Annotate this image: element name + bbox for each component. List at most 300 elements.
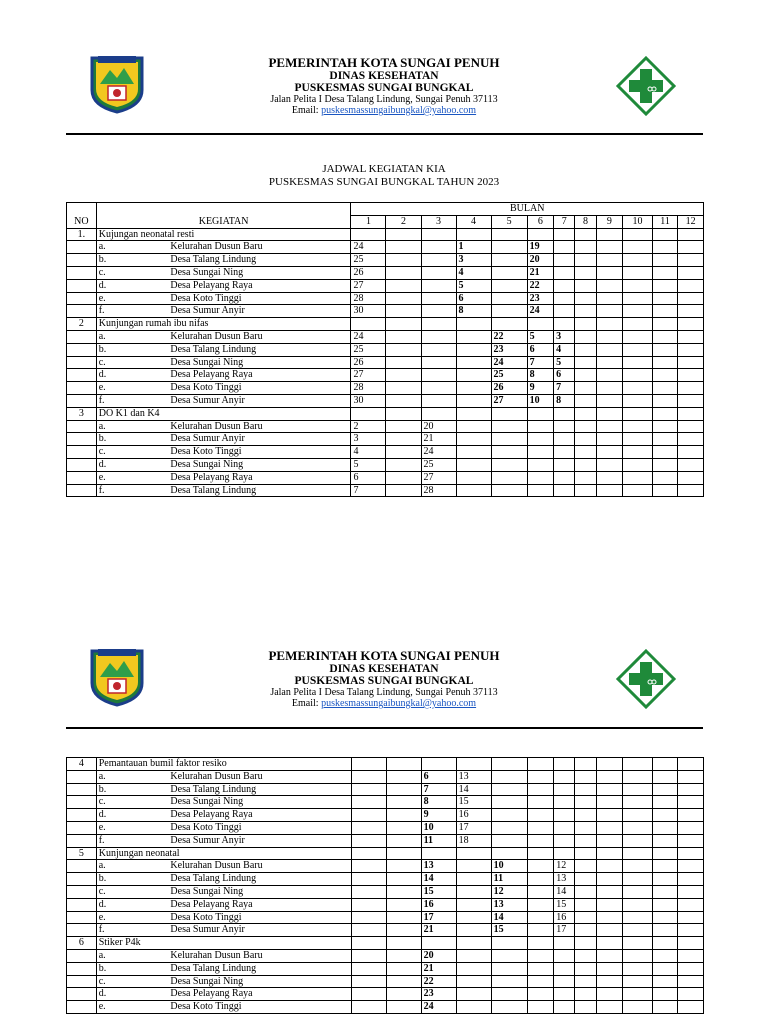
month-cell bbox=[623, 343, 653, 356]
month-cell bbox=[652, 834, 677, 847]
month-cell bbox=[575, 471, 596, 484]
month-cell bbox=[575, 484, 596, 497]
section-row bbox=[67, 937, 704, 950]
month-cell: 7 bbox=[421, 783, 456, 796]
month-cell bbox=[596, 898, 623, 911]
number-cell bbox=[67, 873, 97, 886]
month-cell bbox=[386, 292, 421, 305]
month-cell: 9 bbox=[527, 382, 554, 395]
table-row bbox=[67, 962, 704, 975]
month-cell: 17 bbox=[421, 911, 456, 924]
month-cell bbox=[652, 821, 677, 834]
month-cell bbox=[652, 279, 677, 292]
village-name: Desa Sumur Anyir bbox=[168, 834, 351, 847]
item-letter: b. bbox=[96, 343, 168, 356]
month-cell bbox=[554, 420, 575, 433]
month-cell bbox=[554, 988, 575, 1001]
month-cell bbox=[491, 770, 527, 783]
month-cell bbox=[554, 228, 575, 241]
number-cell bbox=[67, 446, 97, 459]
month-cell bbox=[421, 407, 456, 420]
month-cell bbox=[527, 228, 554, 241]
month-cell bbox=[596, 885, 623, 898]
month-header: 1 bbox=[351, 215, 386, 228]
month-cell bbox=[652, 318, 677, 331]
month-cell: 24 bbox=[491, 356, 527, 369]
letterhead-rule bbox=[66, 133, 703, 135]
month-cell bbox=[596, 758, 623, 771]
month-cell bbox=[575, 770, 596, 783]
month-cell bbox=[527, 949, 554, 962]
month-cell bbox=[623, 885, 653, 898]
month-cell bbox=[575, 254, 596, 267]
month-header: 4 bbox=[456, 215, 491, 228]
village-name: Kelurahan Dusun Baru bbox=[168, 770, 351, 783]
month-cell bbox=[527, 898, 554, 911]
month-cell bbox=[652, 433, 677, 446]
month-cell bbox=[596, 873, 623, 886]
month-cell bbox=[351, 1001, 386, 1014]
month-cell bbox=[678, 924, 704, 937]
number-cell bbox=[67, 911, 97, 924]
month-cell bbox=[351, 809, 386, 822]
village-name: Desa Pelayang Raya bbox=[168, 988, 351, 1001]
number-cell bbox=[67, 458, 97, 471]
month-cell bbox=[652, 458, 677, 471]
month-cell bbox=[527, 911, 554, 924]
number-cell bbox=[67, 343, 97, 356]
month-cell bbox=[491, 446, 527, 459]
section-label: Pemantauan bumil faktor resiko bbox=[96, 758, 351, 771]
month-cell bbox=[678, 369, 704, 382]
month-cell bbox=[386, 228, 421, 241]
month-cell bbox=[596, 266, 623, 279]
month-cell bbox=[623, 783, 653, 796]
village-name: Desa Sungai Ning bbox=[168, 796, 351, 809]
month-cell: 22 bbox=[491, 330, 527, 343]
village-name: Desa Sungai Ning bbox=[168, 885, 351, 898]
month-cell: 21 bbox=[421, 924, 456, 937]
month-cell bbox=[623, 471, 653, 484]
month-cell bbox=[678, 292, 704, 305]
month-cell: 15 bbox=[491, 924, 527, 937]
month-cell bbox=[596, 407, 623, 420]
month-cell bbox=[386, 860, 421, 873]
month-cell: 4 bbox=[456, 266, 491, 279]
month-cell bbox=[386, 433, 421, 446]
month-cell bbox=[652, 228, 677, 241]
month-cell bbox=[678, 394, 704, 407]
health-cross-logo bbox=[616, 649, 676, 709]
month-cell bbox=[456, 937, 491, 950]
header-row bbox=[67, 203, 704, 216]
month-cell bbox=[554, 433, 575, 446]
month-cell bbox=[678, 758, 704, 771]
month-cell bbox=[623, 770, 653, 783]
item-letter: f. bbox=[96, 834, 168, 847]
month-cell bbox=[351, 847, 386, 860]
month-cell bbox=[678, 796, 704, 809]
month-cell bbox=[623, 458, 653, 471]
month-cell bbox=[456, 758, 491, 771]
month-cell: 30 bbox=[351, 394, 386, 407]
month-cell bbox=[575, 1001, 596, 1014]
month-cell bbox=[527, 471, 554, 484]
month-cell bbox=[678, 330, 704, 343]
month-cell: 10 bbox=[527, 394, 554, 407]
month-cell bbox=[652, 770, 677, 783]
village-name: Desa Koto Tinggi bbox=[168, 1001, 351, 1014]
table-row bbox=[67, 356, 704, 369]
month-cell: 24 bbox=[351, 241, 386, 254]
month-cell bbox=[491, 241, 527, 254]
month-cell bbox=[575, 783, 596, 796]
month-cell bbox=[678, 770, 704, 783]
month-cell bbox=[652, 484, 677, 497]
number-cell bbox=[67, 1001, 97, 1014]
month-cell: 26 bbox=[491, 382, 527, 395]
month-cell bbox=[575, 834, 596, 847]
month-cell: 3 bbox=[456, 254, 491, 267]
month-cell bbox=[386, 343, 421, 356]
email-link[interactable]: puskesmassungaibungkal@yahoo.com bbox=[321, 698, 477, 709]
month-cell bbox=[527, 484, 554, 497]
month-cell bbox=[491, 266, 527, 279]
month-cell bbox=[491, 305, 527, 318]
month-cell bbox=[527, 446, 554, 459]
month-cell bbox=[575, 937, 596, 950]
number-cell bbox=[67, 949, 97, 962]
section-label: Stiker P4k bbox=[96, 937, 351, 950]
month-cell bbox=[623, 420, 653, 433]
month-cell bbox=[575, 860, 596, 873]
item-letter: f. bbox=[96, 394, 168, 407]
item-letter: d. bbox=[96, 988, 168, 1001]
month-header: 7 bbox=[554, 215, 575, 228]
month-cell: 6 bbox=[456, 292, 491, 305]
table-row bbox=[67, 292, 704, 305]
month-cell bbox=[623, 1001, 653, 1014]
month-cell bbox=[596, 471, 623, 484]
village-name: Desa Sumur Anyir bbox=[168, 924, 351, 937]
month-cell bbox=[386, 975, 421, 988]
month-cell bbox=[596, 330, 623, 343]
number-cell bbox=[67, 420, 97, 433]
table-row bbox=[67, 305, 704, 318]
month-cell bbox=[623, 266, 653, 279]
month-cell bbox=[596, 254, 623, 267]
number-cell bbox=[67, 241, 97, 254]
month-cell: 27 bbox=[351, 369, 386, 382]
month-cell bbox=[386, 898, 421, 911]
month-cell bbox=[652, 758, 677, 771]
month-cell bbox=[623, 937, 653, 950]
table-row bbox=[67, 924, 704, 937]
month-cell bbox=[575, 885, 596, 898]
month-cell bbox=[351, 821, 386, 834]
table-row bbox=[67, 911, 704, 924]
month-cell: 13 bbox=[554, 873, 575, 886]
month-cell bbox=[554, 834, 575, 847]
month-cell bbox=[386, 924, 421, 937]
month-cell bbox=[554, 279, 575, 292]
month-cell bbox=[527, 318, 554, 331]
month-cell bbox=[623, 834, 653, 847]
month-cell bbox=[596, 975, 623, 988]
month-cell bbox=[351, 758, 386, 771]
month-cell bbox=[386, 471, 421, 484]
month-cell bbox=[421, 847, 456, 860]
month-cell bbox=[386, 266, 421, 279]
month-cell bbox=[623, 873, 653, 886]
month-cell bbox=[421, 382, 456, 395]
month-cell: 5 bbox=[456, 279, 491, 292]
month-cell: 14 bbox=[554, 885, 575, 898]
month-cell bbox=[527, 433, 554, 446]
month-cell: 6 bbox=[351, 471, 386, 484]
month-cell bbox=[652, 343, 677, 356]
table-row bbox=[67, 433, 704, 446]
number-cell bbox=[67, 975, 97, 988]
month-cell bbox=[575, 847, 596, 860]
month-cell bbox=[386, 770, 421, 783]
village-name: Kelurahan Dusun Baru bbox=[168, 420, 351, 433]
month-header: 2 bbox=[386, 215, 421, 228]
table-row bbox=[67, 885, 704, 898]
month-cell bbox=[491, 279, 527, 292]
month-cell bbox=[456, 1001, 491, 1014]
month-cell bbox=[554, 783, 575, 796]
month-cell bbox=[491, 228, 527, 241]
month-cell bbox=[421, 279, 456, 292]
item-letter: b. bbox=[96, 433, 168, 446]
month-cell bbox=[491, 949, 527, 962]
village-name: Desa Sumur Anyir bbox=[168, 305, 351, 318]
table-row bbox=[67, 834, 704, 847]
section-label: Kunjungan rumah ibu nifas bbox=[96, 318, 351, 331]
month-cell bbox=[386, 305, 421, 318]
month-cell bbox=[678, 847, 704, 860]
village-name: Desa Koto Tinggi bbox=[168, 292, 351, 305]
month-cell bbox=[554, 305, 575, 318]
month-cell bbox=[596, 937, 623, 950]
item-letter: d. bbox=[96, 369, 168, 382]
month-cell bbox=[596, 949, 623, 962]
table-row bbox=[67, 394, 704, 407]
village-name: Desa Talang Lindung bbox=[168, 783, 351, 796]
month-cell bbox=[623, 356, 653, 369]
month-cell bbox=[678, 911, 704, 924]
number-cell bbox=[67, 279, 97, 292]
item-letter: f. bbox=[96, 305, 168, 318]
month-cell: 6 bbox=[554, 369, 575, 382]
month-cell bbox=[386, 420, 421, 433]
month-cell bbox=[575, 279, 596, 292]
month-cell bbox=[554, 758, 575, 771]
village-name: Desa Talang Lindung bbox=[168, 343, 351, 356]
month-cell bbox=[491, 318, 527, 331]
section-number: 3 bbox=[67, 407, 97, 420]
section-label: Kujungan neonatal resti bbox=[96, 228, 351, 241]
title-line1: JADWAL KEGIATAN KIA bbox=[322, 163, 446, 175]
table-row bbox=[67, 241, 704, 254]
month-cell bbox=[678, 860, 704, 873]
month-cell bbox=[456, 356, 491, 369]
month-cell bbox=[652, 369, 677, 382]
schedule-table-page2 bbox=[66, 757, 704, 1014]
month-cell bbox=[652, 330, 677, 343]
month-cell bbox=[554, 407, 575, 420]
month-cell: 15 bbox=[554, 898, 575, 911]
month-cell: 16 bbox=[456, 809, 491, 822]
month-cell bbox=[456, 394, 491, 407]
email-link[interactable]: puskesmassungaibungkal@yahoo.com bbox=[321, 105, 477, 116]
month-cell bbox=[596, 484, 623, 497]
col-kegiatan-header: KEGIATAN bbox=[96, 203, 351, 229]
month-cell bbox=[623, 228, 653, 241]
month-cell: 7 bbox=[351, 484, 386, 497]
section-row bbox=[67, 228, 704, 241]
item-letter: e. bbox=[96, 471, 168, 484]
month-cell: 8 bbox=[421, 796, 456, 809]
month-cell bbox=[554, 796, 575, 809]
month-cell bbox=[386, 241, 421, 254]
month-cell bbox=[386, 369, 421, 382]
schedule-table-page1 bbox=[66, 202, 704, 497]
month-cell bbox=[491, 1001, 527, 1014]
month-cell: 28 bbox=[421, 484, 456, 497]
month-cell bbox=[575, 873, 596, 886]
item-letter: b. bbox=[96, 254, 168, 267]
month-cell bbox=[456, 318, 491, 331]
section-row bbox=[67, 847, 704, 860]
month-cell: 3 bbox=[554, 330, 575, 343]
month-cell bbox=[386, 484, 421, 497]
month-cell: 13 bbox=[421, 860, 456, 873]
month-cell bbox=[652, 356, 677, 369]
number-cell bbox=[67, 292, 97, 305]
item-letter: f. bbox=[96, 924, 168, 937]
month-cell: 14 bbox=[456, 783, 491, 796]
month-cell bbox=[527, 988, 554, 1001]
month-cell bbox=[351, 407, 386, 420]
month-cell bbox=[456, 860, 491, 873]
month-cell: 12 bbox=[491, 885, 527, 898]
month-cell bbox=[575, 305, 596, 318]
month-cell bbox=[596, 783, 623, 796]
table-row bbox=[67, 988, 704, 1001]
number-cell bbox=[67, 254, 97, 267]
month-cell bbox=[575, 330, 596, 343]
month-cell bbox=[575, 228, 596, 241]
month-cell bbox=[554, 1001, 575, 1014]
table-row bbox=[67, 420, 704, 433]
number-cell bbox=[67, 471, 97, 484]
month-cell bbox=[386, 847, 421, 860]
email-label: Email: bbox=[291, 105, 319, 116]
month-cell bbox=[554, 962, 575, 975]
item-letter: a. bbox=[96, 860, 168, 873]
section-number: 1. bbox=[67, 228, 97, 241]
month-cell bbox=[652, 292, 677, 305]
month-cell: 27 bbox=[491, 394, 527, 407]
table-row bbox=[67, 873, 704, 886]
month-cell bbox=[678, 937, 704, 950]
clinic-name: PUSKESMAS SUNGAI BUNGKAL bbox=[294, 675, 474, 687]
village-name: Desa Talang Lindung bbox=[168, 962, 351, 975]
number-cell bbox=[67, 394, 97, 407]
month-cell bbox=[456, 484, 491, 497]
month-cell: 14 bbox=[421, 873, 456, 886]
number-cell bbox=[67, 860, 97, 873]
month-cell bbox=[386, 446, 421, 459]
month-cell bbox=[527, 847, 554, 860]
month-cell bbox=[678, 1001, 704, 1014]
month-cell bbox=[386, 962, 421, 975]
month-cell bbox=[623, 949, 653, 962]
month-cell bbox=[456, 898, 491, 911]
month-cell bbox=[491, 975, 527, 988]
month-cell bbox=[652, 898, 677, 911]
month-cell bbox=[596, 318, 623, 331]
month-cell bbox=[351, 873, 386, 886]
month-cell bbox=[652, 446, 677, 459]
village-name: Desa Sungai Ning bbox=[168, 266, 351, 279]
month-cell bbox=[351, 885, 386, 898]
month-cell bbox=[421, 758, 456, 771]
item-letter: c. bbox=[96, 796, 168, 809]
month-cell: 14 bbox=[491, 911, 527, 924]
month-cell bbox=[554, 821, 575, 834]
month-cell bbox=[596, 279, 623, 292]
month-cell bbox=[456, 382, 491, 395]
month-cell bbox=[456, 369, 491, 382]
month-cell bbox=[623, 975, 653, 988]
month-cell bbox=[596, 305, 623, 318]
table-row bbox=[67, 796, 704, 809]
month-cell bbox=[575, 458, 596, 471]
month-cell bbox=[386, 949, 421, 962]
item-letter: c. bbox=[96, 266, 168, 279]
table-row bbox=[67, 898, 704, 911]
month-cell bbox=[554, 937, 575, 950]
table-row bbox=[67, 949, 704, 962]
village-name: Desa Pelayang Raya bbox=[168, 809, 351, 822]
month-cell: 13 bbox=[456, 770, 491, 783]
month-cell bbox=[491, 809, 527, 822]
table-row bbox=[67, 369, 704, 382]
month-cell bbox=[491, 471, 527, 484]
month-cell bbox=[491, 988, 527, 1001]
month-cell bbox=[527, 758, 554, 771]
table-row bbox=[67, 446, 704, 459]
month-header: 8 bbox=[575, 215, 596, 228]
item-letter: d. bbox=[96, 809, 168, 822]
month-cell bbox=[351, 898, 386, 911]
table-row bbox=[67, 266, 704, 279]
number-cell bbox=[67, 988, 97, 1001]
month-cell bbox=[623, 847, 653, 860]
table-row bbox=[67, 458, 704, 471]
month-cell bbox=[596, 369, 623, 382]
month-cell bbox=[527, 821, 554, 834]
month-cell bbox=[421, 228, 456, 241]
month-header: 11 bbox=[652, 215, 677, 228]
month-cell bbox=[623, 369, 653, 382]
month-cell bbox=[456, 924, 491, 937]
month-cell bbox=[575, 420, 596, 433]
month-cell bbox=[678, 446, 704, 459]
